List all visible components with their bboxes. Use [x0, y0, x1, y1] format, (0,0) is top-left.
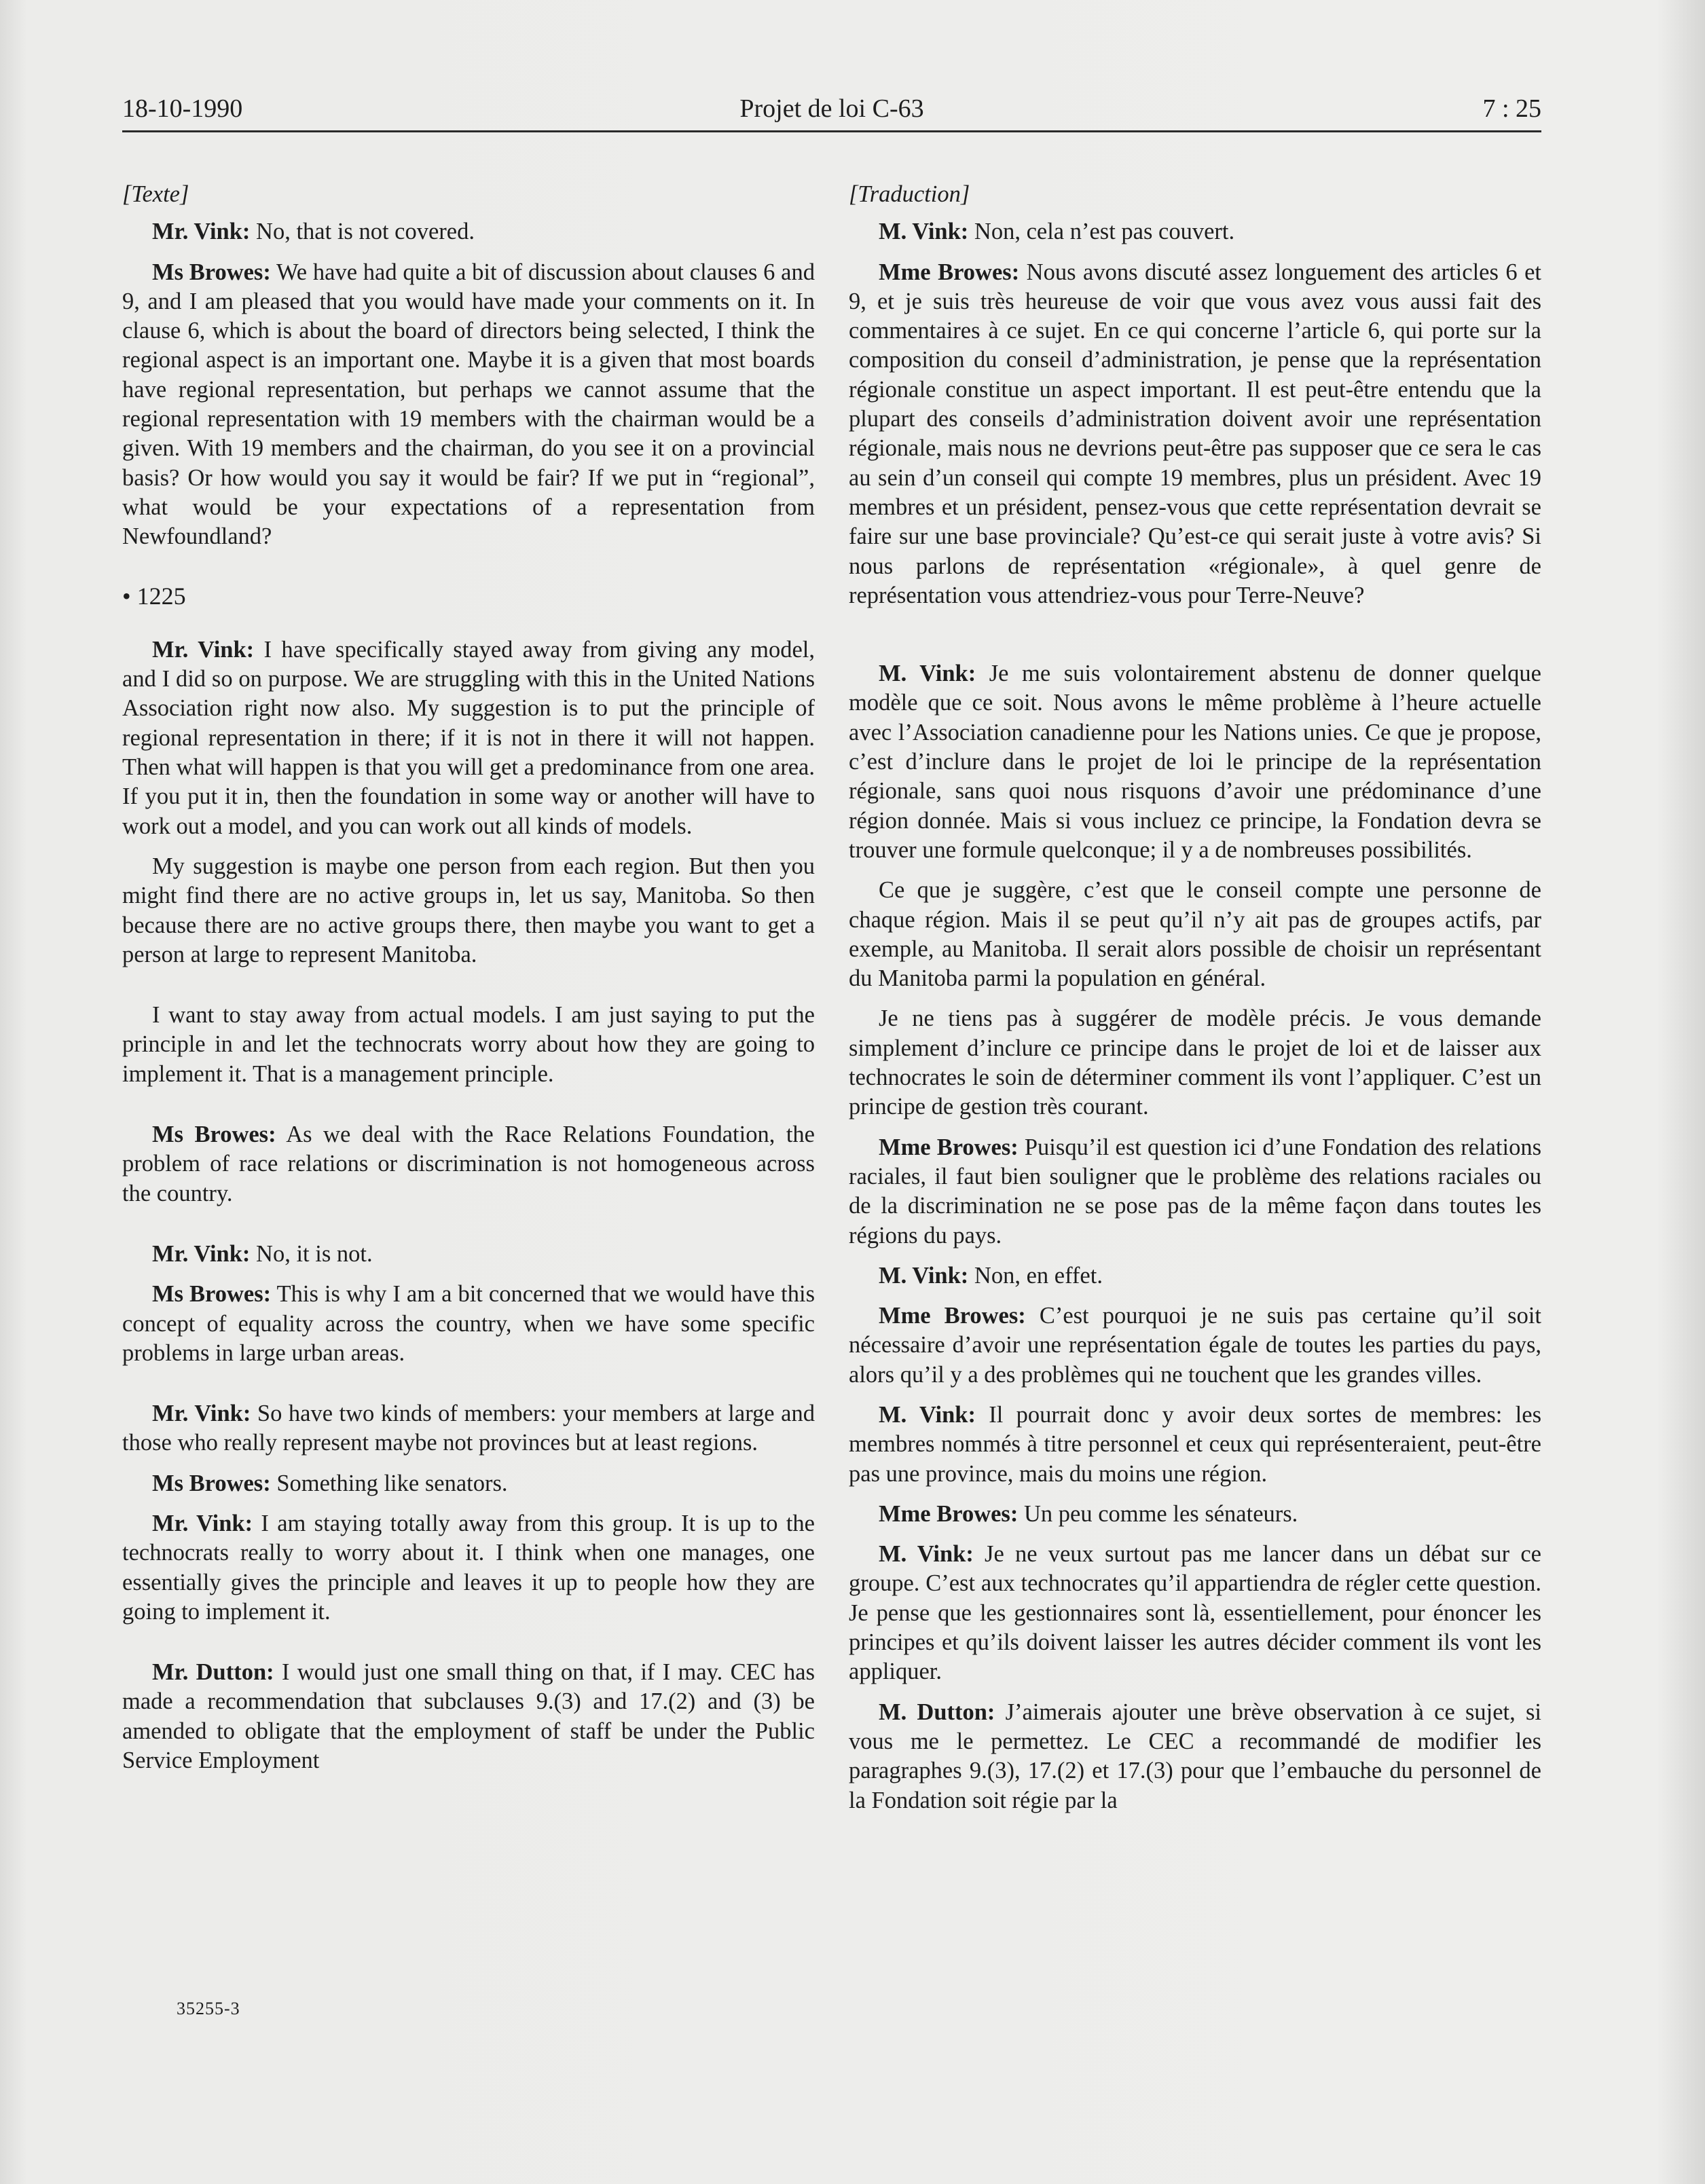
time-marker: • 1225: [122, 582, 186, 610]
paragraph: [122, 852, 815, 969]
paragraph: [122, 1120, 815, 1208]
paragraph-text: Je ne veux surtout pas me lancer dans un débat sur ce groupe. C’est aux technocrates qu’il appartiendra de régler cette question. Je pense que les gestionnaires sont là, essentiellement, pour énoncer les principes et qu’ils doivent laisser les autres décider comment ils vont les appliquer.: [849, 1541, 1541, 1685]
paragraph: [849, 1004, 1541, 1122]
speaker-name: Mme Browes:: [879, 259, 1020, 285]
paragraph: [849, 217, 1541, 246]
paragraph-text: Nous avons discuté assez longuement des articles 6 et 9, et je suis très heureuse de voir que vous avez vous aussi fait des commentaires à ce sujet. En ce qui concerne l’article 6, qui porte sur la composition du conseil d’administration, je pense que la représentation régionale constitue un aspect important. Il est peut-être entendu que la plupart des conseils d’administration doivent avoir une représentation régionale, mais nous ne devrions peut-être pas supposer que ce sera le cas au sein d’un conseil qui compte 19 membres, plus un président. Avec 19 membres et un président, pensez-vous que cette représentation devrait se faire sur une base provinciale? Qu’est-ce qui serait juste à votre avis? Si nous parlons de représentation «régionale», à quel genre de représentation vous attendriez-vous pour Terre-Neuve?: [849, 259, 1542, 608]
speaker-name: Mme Browes:: [879, 1303, 1026, 1329]
paragraph-text: Ce que je suggère, c’est que le conseil compte une personne de chaque région. Mais il se peut qu’il n’y ait pas de groupes actifs, par exemple, au Manitoba. Il serait alors possible de choisir un représentant du Manitoba parmi la population en général.: [849, 877, 1541, 992]
speaker-name: Mr. Vink:: [152, 1240, 251, 1267]
speaker-name: M. Dutton:: [879, 1699, 995, 1725]
paragraph: [849, 1540, 1541, 1686]
speaker-name: Mme Browes:: [879, 1134, 1019, 1160]
paragraph: [122, 1240, 815, 1269]
paragraph: [849, 258, 1541, 611]
column-label: [Texte]: [122, 181, 189, 207]
paragraph-text: I want to stay away from actual models. I am just saying to put the principle in and let the technocrats worry about how they are going to implement it. That is a management principle.: [122, 1002, 815, 1087]
paragraph-text: Non, en effet.: [968, 1262, 1103, 1289]
speaker-name: Mr. Vink:: [152, 636, 255, 663]
speaker-name: M. Vink:: [879, 1541, 974, 1568]
paragraph-text: Je me suis volontairement abstenu de donner quelque modèle que ce soit. Nous avons le même problème à l’heure actuelle avec l’Association canadienne pour les Nations unies. Ce que je propose, c’est d’inclure dans le projet de loi le principe de la représentation régionale, sans quoi nous risquons d’avoir une prédominance d’une région donnée. Mais si vous incluez ce principe, la Fondation devra se trouver une formule quelconque; il y a de nombreuses possibilités.: [849, 661, 1541, 863]
speaker-name: Mme Browes:: [879, 1500, 1019, 1527]
paragraph: [122, 1280, 815, 1368]
paragraph-text: So have two kinds of members: your members at large and those who really represent maybe not provinces but at least regions.: [122, 1401, 815, 1456]
paragraph-text: I would just one small thing on that, if I may. CEC has made a recommendation that subclauses 9.(3) and 17.(2) and (3) be amended to obligate that the employment of staff be under the Public Service Employment: [122, 1659, 815, 1774]
speaker-name: M. Vink:: [879, 1401, 976, 1428]
spacer: [122, 1100, 815, 1120]
paragraph-text: My suggestion is maybe one person from each region. But then you might find there are no active groups in, let us say, Manitoba. So then because there are no active groups there, then maybe you want to get a person at large to represent Manitoba.: [122, 853, 815, 967]
spacer: [122, 1379, 815, 1399]
header-title: Projet de loi C-63: [739, 94, 924, 123]
paragraph: [122, 217, 815, 246]
paragraph-text: This is why I am a bit concerned that we would have this concept of equality across the country, when we have some specific problems in large urban areas.: [122, 1281, 815, 1366]
spacer: [122, 1219, 815, 1240]
paragraph: [849, 876, 1541, 993]
paragraph: [849, 1698, 1541, 1815]
speaker-name: Mr. Vink:: [152, 1510, 253, 1536]
paragraph: [122, 258, 815, 552]
header-date: 18-10-1990: [122, 94, 243, 123]
paragraph: [849, 1401, 1541, 1489]
paragraph: [849, 1133, 1541, 1251]
speaker-name: Ms Browes:: [152, 1281, 272, 1308]
paragraph-text: We have had quite a bit of discussion about clauses 6 and 9, and I am pleased that you would have made your comments on it. In clause 6, which is about the board of directors being selected, I think the regional aspect is an important one. Maybe it is a given that most boards have regional representation, but perhaps we cannot assume that the regional representation with 19 members with the chairman would be a given. With 19 members and the chairman, do you see it on a provincial basis? Or how would you say it would be fair? If we put in “regional”, what would be your expectations of a representation from Newfoundland?: [122, 259, 815, 550]
paragraph: [122, 1658, 815, 1775]
paragraph-text: Un peu comme les sénateurs.: [1018, 1500, 1298, 1527]
page-header: [122, 94, 1541, 129]
paragraph-text: Puisqu’il est question ici d’une Fondation des relations raciales, il faut bien souligner que le problème des relations raciales ou de la discrimination ne se pose pas de la même façon dans toutes les régions du pays.: [849, 1134, 1541, 1248]
speaker-name: Mr. Vink:: [152, 219, 251, 245]
speaker-name: Ms Browes:: [152, 1122, 276, 1148]
speaker-name: M. Vink:: [879, 661, 976, 687]
paragraph: [122, 1509, 815, 1627]
paragraph-text: Non, cela n’est pas couvert.: [968, 219, 1235, 245]
column-label: [Traduction]: [849, 181, 970, 207]
paragraph-text: C’est pourquoi je ne suis pas certaine qu’il soit nécessaire d’avoir une représentation égale de toutes les parties du pays, alors qu’il y a des problèmes qui ne touchent que les grandes villes.: [849, 1303, 1541, 1388]
speaker-name: M. Vink:: [879, 219, 969, 245]
paragraph: [122, 1001, 815, 1089]
spacer: [122, 1637, 815, 1658]
paragraph: [122, 1469, 815, 1498]
speaker-name: Mr. Vink:: [152, 1401, 251, 1427]
header-page-number: 7 : 25: [1482, 94, 1541, 123]
english-column: [122, 173, 815, 1786]
paragraph: [122, 635, 815, 841]
paragraph-text: I am staying totally away from this group. It is up to the technocrats really to worry about it. I think when one manages, one essentially gives the principle and leaves it up to people how they are going to implement it.: [122, 1510, 815, 1625]
speaker-name: Ms Browes:: [152, 259, 271, 285]
paragraph-text: As we deal with the Race Relations Foundation, the problem of race relations or discrimination is not homogeneous across the country.: [122, 1122, 815, 1206]
paragraph-text: Il pourrait donc y avoir deux sortes de membres: les membres nommés à titre personnel et ceux qui représenteraient, peut-être pas une province, mais du moins une région.: [849, 1401, 1542, 1487]
paragraph: [849, 1301, 1541, 1390]
spacer: [122, 980, 815, 1001]
paragraph-text: No, it is not.: [250, 1240, 373, 1267]
speaker-name: M. Vink:: [879, 1262, 969, 1289]
paragraph-text: Je ne tiens pas à suggérer de modèle précis. Je vous demande simplement d’inclure ce principe dans le projet de loi et de laisser aux technocrates le soin de déterminer comment ils vont l’appliquer. C’est un principe de gestion très courant.: [849, 1005, 1541, 1120]
paragraph-text: J’aimerais ajouter une brève observation à ce sujet, si vous me le permettez. Le CEC a recommandé de modifier les paragraphes 9.(3), 17.(2) et 17.(3) pour que l’embauche du personnel de la Fondation soit régie par la: [849, 1699, 1541, 1813]
french-column: [849, 173, 1541, 1826]
header-rule: [122, 130, 1541, 132]
paragraph: [849, 1500, 1541, 1529]
paragraph: [122, 1399, 815, 1458]
footer-printer-code: 35255-3: [177, 1999, 240, 2018]
speaker-name: Mr. Dutton:: [152, 1659, 274, 1686]
spacer: [849, 621, 1541, 659]
paragraph-text: No, that is not covered.: [250, 219, 475, 245]
paragraph: [849, 1261, 1541, 1291]
speaker-name: Ms Browes:: [152, 1470, 271, 1496]
paragraph: [849, 659, 1541, 865]
paragraph-text: I have specifically stayed away from giving any model, and I did so on purpose. We are struggling with this in the United Nations Association right now also. My suggestion is to put the principle of regional representation in there; if it is not in there it will not happen. Then what will happen is that you will get a predominance from one area. If you put it in, then the foundation in some way or another will have to work out a model, and you can work out all kinds of models.: [122, 636, 815, 839]
paragraph-text: Something like senators.: [270, 1470, 508, 1496]
